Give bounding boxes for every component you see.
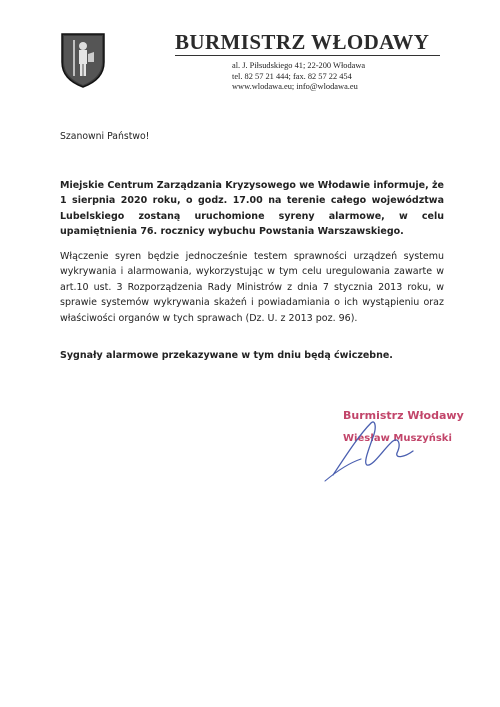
handwritten-signature — [315, 405, 435, 485]
paragraph-legal-basis: Włączenie syren będzie jednocześnie testem sprawności urządzeń systemu wykrywania i alarmowania, wykorzystując w tym celu uregulowania zawarte w art.10 ust. 3 Rozporządzenia Rady Ministrów z dnia 7 stycznia 2013 roku, w sprawie systemów wykrywania skażeń i powiadamiania o ich wystąpieniu oraz właściwości organów w tych sprawach (Dz. U. z 2013 poz. 96). — [60, 251, 444, 324]
paragraph-announcement: Miejskie Centrum Zarządzania Kryzysowego we Włodawie informuje, że 1 sierpnia 2020 roku, o godz. 17.00 na terenie całego województwa Lubelskiego zostaną uruchomione syreny alarmowe, w celu upamiętnienia 76. rocznicy wybuchu Powstania Warszawskiego. — [60, 180, 444, 238]
header-divider — [175, 55, 440, 56]
letterhead-address — [232, 61, 365, 93]
address-line-phone: tel. 82 57 21 444; fax. 82 57 22 454 — [232, 71, 352, 81]
letterhead-title: BURMISTRZ WŁODAWY — [175, 30, 430, 54]
address-line-street: al. J. Piłsudskiego 41; 22-200 Włodawa — [232, 61, 366, 70]
address-line-web: www.wlodawa.eu; info@wlodawa.eu — [232, 82, 358, 91]
coat-of-arms-icon — [60, 32, 106, 88]
salutation: Szanowni Państwo! — [60, 131, 150, 142]
stamp-line-title: Burmistrz Włodawy — [343, 409, 464, 422]
stamp-line-name: Wiesław Muszyński — [343, 433, 452, 444]
paragraph-exercise-note: Sygnały alarmowe przekazywane w tym dniu będą ćwiczebne. — [60, 350, 393, 361]
